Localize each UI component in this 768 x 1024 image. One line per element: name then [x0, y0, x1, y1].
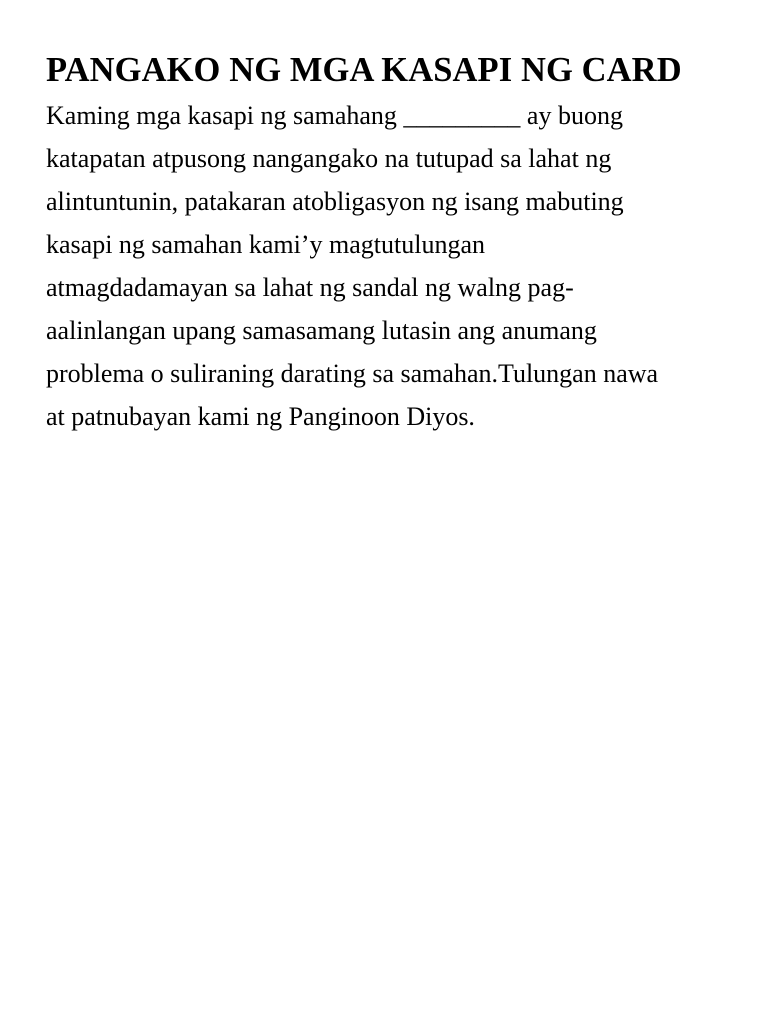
paragraph-line: aalinlangan upang samasamang lutasin ang anumang	[46, 316, 597, 345]
paragraph-line: at patnubayan kami ng Panginoon Diyos.	[46, 402, 475, 431]
paragraph-line: alintuntunin, patakaran atobligasyon ng isang mabuting	[46, 187, 624, 216]
paragraph-line: katapatan atpusong nangangako na tutupad sa lahat ng	[46, 144, 612, 173]
document-title: PANGAKO NG MGA KASAPI NG CARD	[46, 51, 682, 89]
document-page	[46, 50, 736, 438]
paragraph-line: problema o suliraning darating sa samahan.Tulungan nawa	[46, 359, 659, 388]
paragraph-line: Kaming mga kasapi ng samahang _________ ay buong	[46, 101, 623, 130]
paragraph-line: kasapi ng samahan kami’y magtutulungan	[46, 230, 486, 259]
paragraph-line: atmagdadamayan sa lahat ng sandal ng walng pag-	[46, 273, 574, 302]
pledge-paragraph	[46, 94, 736, 438]
